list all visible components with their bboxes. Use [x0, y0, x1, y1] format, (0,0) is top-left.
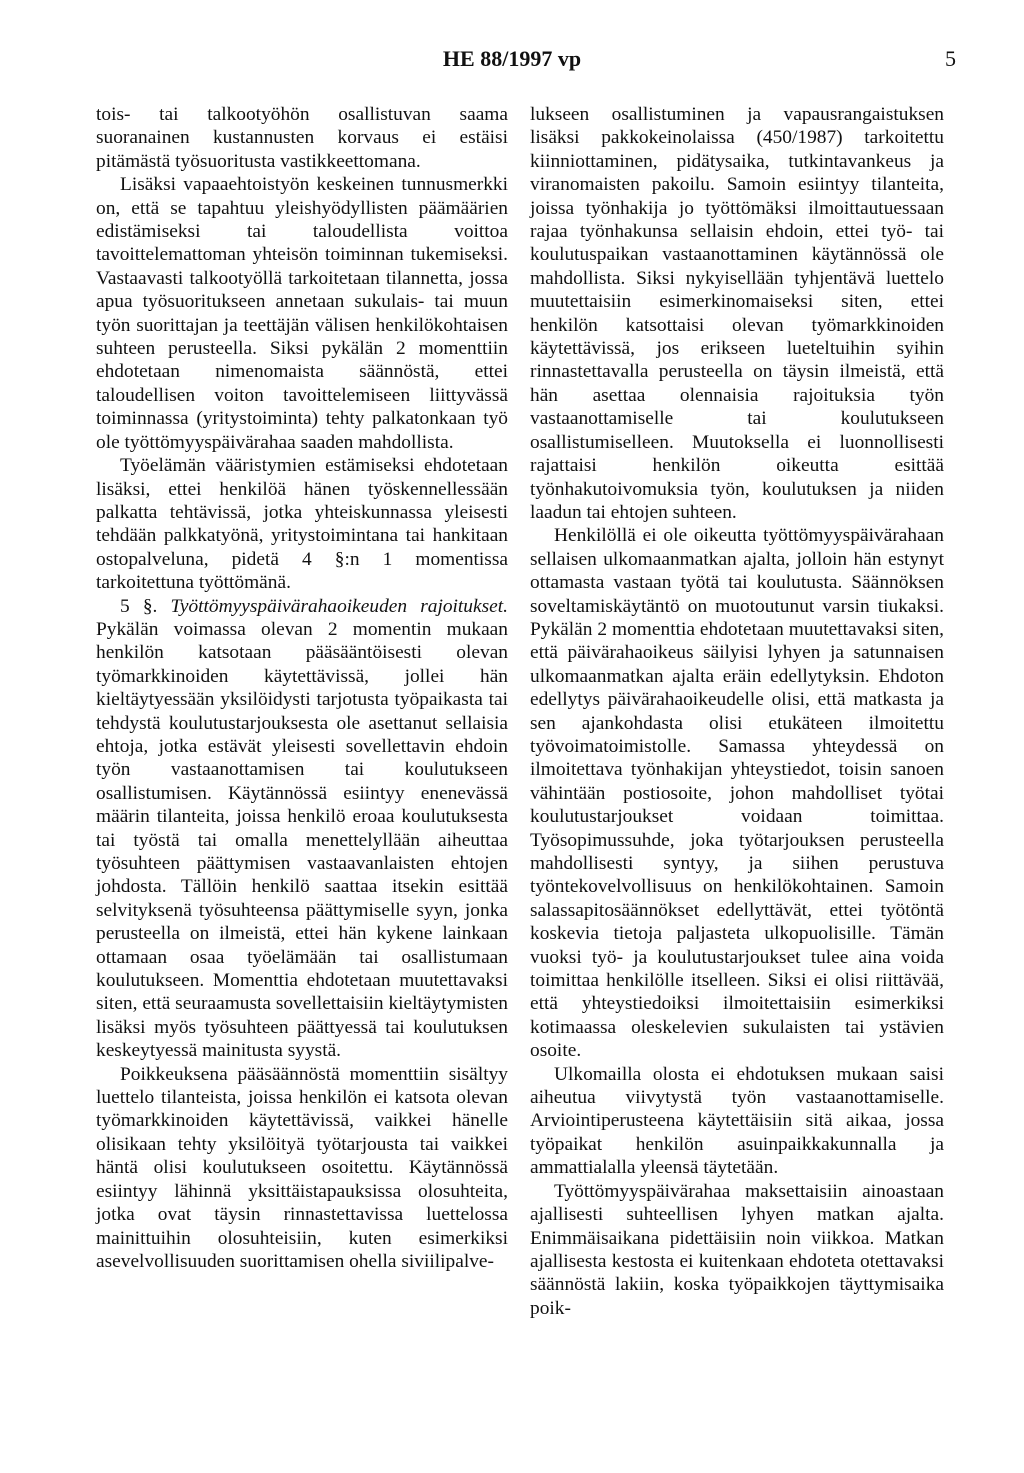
- running-header-title: HE 88/1997 vp: [442, 46, 582, 71]
- paragraph: Työelämän vääristymien estämiseksi ehdotetaan lisäksi, ettei henkilöä hänen työskennellessään palkatta tehtävissä, jotka yhteiskunnassa yleisesti tehdään palkkatyönä, yritystoimintana tai hankitaan ostopalveluna, pidetä 4 §:n 1 momentissa tarkoitettuna työttömänä.: [96, 455, 508, 594]
- section-paragraph: [96, 595, 508, 1063]
- page-number: 5: [945, 46, 956, 71]
- section-body: Pykälän voimassa olevan 2 momentin mukaan henkilön katsotaan pääsääntöisesti olevan työmarkkinoiden käytettävissä, jollei hän kieltäytyessään yksilöidysti tarjotusta työpaikasta tai tehdystä koulutustarjouksesta ole asettanut sellaisia ehtoja, jotka estävät yleisesti sovellettavin ehdoin työn vastaanottamisen tai koulutukseen osallistumisen. Käytännössä esiintyy enenevässä määrin tilanteita, joissa henkilö eroaa koulutuksesta tai työstä tai omalla menettelyllään aiheuttaa työsuhteen päättymisen vastaavanlaisten ehtojen johdosta. Tällöin henkilö saattaa itsekin esittää selvityksenä työsuhteensa päättymiselle syyn, jonka perusteella on ilmeistä, ettei hän kykene lainkaan ottamaan osaa työelämään tai osallistumaan koulutukseen. Momenttia ehdotetaan muutettavaksi siten, että seuraamusta sovellettaisiin kieltäytymisten lisäksi myös työsuhteen päättyessä tai koulutuksen keskeytyessä mainitusta syystä.: [96, 618, 508, 1062]
- paragraph: Ulkomailla olosta ei ehdotuksen mukaan saisi aiheutua viivytystä työn vastaanottamiselle. Arviointiperusteena käytettäisiin sitä aikaa, jossa työpaikat henkilön asuinpaikkakunnalla ja ammattialalla yleensä täytetään.: [530, 1063, 944, 1179]
- paragraph: Henkilöllä ei ole oikeutta työttömyyspäivärahaan sellaisen ulkomaanmatkan ajalta, jolloin hän estynyt ottamasta vastaan työtä tai koulutusta. Säännöksen soveltamiskäytäntö on muotoutunut varsin tiukaksi. Pykälän 2 momenttia ehdotetaan muutettavaksi siten, että päivärahaoikeus säilyisi lyhyen ja satunnaisen ulkomaanmatkan ajalta eräin edellytyksin. Ehdoton edellytys päivärahaoikeudelle olisi, että matkasta ja sen ajankohdasta olisi etukäteen ilmoitettu työvoimatoimistolle. Samassa yhteydessä on ilmoitettava työnhakijan yhteystiedot, toisin sanoen vähintään postiosoite, johon mahdolliset työtai koulutustarjoukset voidaan toimittaa. Työsopimussuhde, joka työtarjouksen perusteella mahdollisesti syntyy, ja siihen perustuva työntekovelvollisuus on henkilökohtainen. Samoin salassapitosäännökset edellyttävät, ettei työtöntä koskevia tietoja paljasteta ulkopuolisille. Tämän vuoksi työ- ja koulutustarjoukset tulee aina voida toimittaa henkilölle itselleen. Siksi ei olisi riittävää, että yhteystiedoiksi ilmoitettaisiin esimerkiksi kotimaassa oleskelevien sukulaisten tai ystävien osoite.: [530, 525, 944, 1062]
- paragraph: Poikkeuksena pääsäännöstä momenttiin sisältyy luettelo tilanteista, joissa henkilön ei katsota olevan työmarkkinoiden käytettävissä, vaikkei hänelle olisikaan tehty yksilöityä työtarjousta tai vaikkei häntä olisi koulutukseen osoitettu. Käytännössä esiintyy lähinnä yksittäistapauksissa olosuhteita, jotka ovat täysin rinnastettavissa luettelossa mainittuihin olosuhteisiin, kuten esimerkiksi asevelvollisuuden suorittamisen ohella siviilipalve-: [96, 1063, 508, 1272]
- right-text-column: [530, 103, 944, 1320]
- paragraph: Lisäksi vapaaehtoistyön keskeinen tunnusmerkki on, että se tapahtuu yleishyödyllisten päämäärien edistämiseksi tai taloudellista voittoa tavoittelemattoman yhteisön toiminnan tukemiseksi. Vastaavasti talkootyöllä tarkoitetaan tilannetta, jossa apua työsuoritukseen annetaan sukulais- tai muun työn suorittajan ja teettäjän välisen henkilökohtaisen suhteen perusteella. Siksi pykälän 2 momenttiin ehdotetaan nimenomaista säännöstä, ettei taloudellisen voiton tavoittelemiseen liittyvässä toiminnassa (yritystoiminta) tehty palkatonkaan työ ole työttömyyspäivärahaa saaden mahdollista.: [96, 174, 508, 453]
- left-text-column: [96, 103, 508, 1273]
- paragraph: lukseen osallistuminen ja vapausrangaistuksen lisäksi pakkokeinolaissa (450/1987) tarkoitettu kiinniottaminen, pidätysaika, tutkintavankeus ja viranomaisten pakoilu. Samoin esiintyy tilanteita, joissa työnhakija jo työttömäksi ilmoittautuessaan rajaa työnhakunsa sellaisin ehdoin, ettei työ- tai koulutuspaikan vastaanottaminen käytännössä ole mahdollista. Siksi nykyisellään tyhjentävä luettelo muutettaisiin esimerkinomaiseksi siten, ettei henkilön katsottaisi olevan työmarkkinoiden käytettävissä, jos erikseen lueteltuihin syihin rinnastettavalla perusteella on täysin ilmeistä, että hän asettaa olennaisia rajoituksia työn vastaanottamiselle tai koulutukseen osallistumiselleen. Muutoksella ei luonnollisesti rajattaisi henkilön oikeutta esittää työnhakutoivomuksia työn, koulutuksen ja niiden laadun tai ehtojen suhteen.: [530, 104, 944, 523]
- section-title: Työttömyyspäivärahaoikeuden rajoitukset.: [170, 595, 508, 617]
- paragraph: tois- tai talkootyöhön osallistuvan saama suoranainen kustannusten korvaus ei estäisi pitämästä työsuoritusta vastikkeettomana.: [96, 104, 508, 172]
- section-number: 5 §.: [120, 595, 158, 617]
- paragraph: Työttömyyspäivärahaa maksettaisiin ainoastaan ajallisesti suhteellisen lyhyen matkan ajalta. Enimmäisaikana pidettäisiin noin viikkoa. Matkan ajallisesta kestosta ei kuitenkaan ehdoteta otettavaksi säännöstä lakiin, koska työpaikkojen täyttymisaika poik-: [530, 1180, 944, 1319]
